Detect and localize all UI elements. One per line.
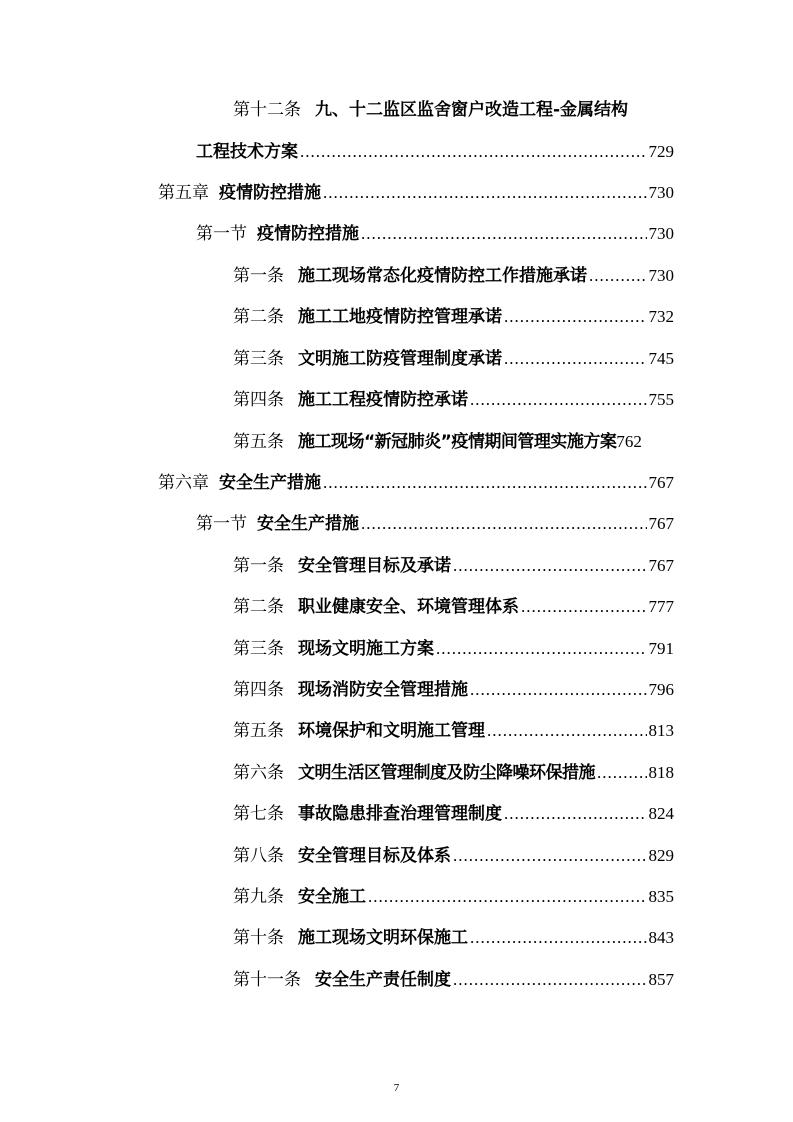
toc-entry-page: 767 [648, 556, 674, 575]
toc-entry-number: 第十二条 [233, 100, 301, 119]
dot-leader [436, 637, 647, 661]
toc-entry-article-12-cont[interactable] [196, 140, 674, 164]
toc-entry-number: 第九条 [233, 887, 284, 906]
toc-entry-number: 第四条 [233, 390, 284, 409]
toc-entry-page: 843 [648, 928, 674, 947]
toc-entry-number: 第五条 [233, 721, 284, 740]
toc-entry-number: 第一节 [196, 224, 247, 243]
toc-entry-page: 857 [648, 970, 674, 989]
toc-entry-title: 安全生产措施 [219, 473, 321, 493]
toc-entry-title: 安全管理目标及体系 [298, 846, 451, 866]
toc-entry-article[interactable] [233, 430, 674, 454]
toc-entry-number: 第三条 [233, 639, 284, 658]
toc-entry-chapter-6[interactable] [158, 471, 674, 495]
toc-entry-page: 730 [648, 183, 674, 202]
toc-entry-article[interactable] [233, 264, 674, 288]
toc-entry-page: 791 [648, 639, 674, 658]
toc-entry-title: 施工现场常态化疫情防控工作措施承诺 [298, 266, 587, 286]
toc-entry-number: 第四条 [233, 680, 284, 699]
toc-entry-title: 环境保护和文明施工管理 [298, 721, 485, 741]
toc-entry-article[interactable] [233, 719, 674, 743]
toc-entry-title: 职业健康安全、环境管理体系 [298, 597, 519, 617]
toc-entry-number: 第一条 [233, 556, 284, 575]
toc-entry-number: 第三条 [233, 349, 284, 368]
toc-entry-number: 第二条 [233, 307, 284, 326]
toc-entry-page: 729 [648, 142, 674, 161]
toc-entry-article[interactable] [233, 347, 674, 371]
toc-entry-page: 732 [648, 307, 674, 326]
toc-entry-number: 第六条 [233, 763, 284, 782]
toc-entry-title: 疫情防控措施 [219, 183, 321, 203]
toc-entry-number: 第一条 [233, 266, 284, 285]
dot-leader [504, 802, 647, 826]
toc-entry-article[interactable] [233, 305, 674, 329]
toc-entry-title: 工程技术方案 [196, 142, 298, 162]
toc-entry-article[interactable] [233, 802, 674, 826]
toc-entry-title: 施工工程疫情防控承诺 [298, 390, 468, 410]
toc-entry-page: 730 [648, 266, 674, 285]
toc-entry-title: 文明施工防疫管理制度承诺 [298, 349, 502, 369]
toc-entry-number: 第二条 [233, 597, 284, 616]
toc-entry-title: 施工工地疫情防控管理承诺 [298, 307, 502, 327]
toc-entry-title: 安全施工 [298, 887, 366, 907]
dot-leader [361, 222, 647, 246]
toc-entry-page: 767 [648, 473, 674, 492]
toc-entry-page: 730 [648, 224, 674, 243]
toc-entry-page: 818 [648, 763, 674, 782]
toc-entry-number: 第八条 [233, 846, 284, 865]
toc-entry-number: 第十条 [233, 928, 284, 947]
toc-entry-number: 第十一条 [233, 970, 301, 989]
dot-leader [504, 305, 647, 329]
dot-leader [361, 512, 647, 536]
dot-leader [368, 885, 647, 909]
toc-entry-article[interactable] [233, 388, 674, 412]
toc-entry-page: 835 [648, 887, 674, 906]
toc-entry-article[interactable] [233, 844, 674, 868]
toc-entry-page: 829 [648, 846, 674, 865]
toc-entry-article-12[interactable] [233, 98, 628, 122]
toc-entry-number: 第一节 [196, 514, 247, 533]
toc-entry-title: 安全生产措施 [257, 514, 359, 534]
toc-entry-title: 九、十二监区监舍窗户改造工程-金属结构 [315, 100, 629, 120]
dot-leader [521, 595, 647, 619]
dot-leader [453, 554, 647, 578]
dot-leader [589, 264, 647, 288]
dot-leader [504, 347, 647, 371]
toc-entry-title: 疫情防控措施 [257, 224, 359, 244]
dot-leader [487, 719, 647, 743]
toc-entry-chapter-5[interactable] [158, 181, 674, 205]
toc-entry-section-6-1[interactable] [196, 512, 674, 536]
dot-leader [323, 471, 647, 495]
toc-entry-article[interactable] [233, 637, 674, 661]
dot-leader [470, 678, 647, 702]
dot-leader [470, 388, 647, 412]
toc-entry-article[interactable] [233, 554, 674, 578]
dot-leader [323, 181, 647, 205]
toc-entry-title: 安全管理目标及承诺 [298, 556, 451, 576]
dot-leader [453, 968, 647, 992]
toc-entry-number: 第六章 [158, 473, 209, 492]
toc-entry-page: 796 [648, 680, 674, 699]
dot-leader [470, 926, 647, 950]
toc-entry-page: 755 [648, 390, 674, 409]
toc-entry-page: 777 [648, 597, 674, 616]
toc-entry-article[interactable] [233, 885, 674, 909]
toc-entry-article[interactable] [233, 761, 674, 785]
toc-entry-number: 第五条 [233, 432, 284, 451]
dot-leader [597, 761, 647, 785]
toc-entry-page: 824 [648, 804, 674, 823]
toc-entry-article[interactable] [233, 595, 674, 619]
toc-entry-page: 813 [648, 721, 674, 740]
toc-entry-page: 767 [648, 514, 674, 533]
dot-leader [300, 140, 647, 164]
toc-entry-title: 施工现场文明环保施工 [298, 928, 468, 948]
toc-entry-section-5-1[interactable] [196, 222, 674, 246]
toc-entry-article[interactable] [233, 926, 674, 950]
toc-entry-title: 现场文明施工方案 [298, 639, 434, 659]
toc-entry-page: 745 [648, 349, 674, 368]
toc-entry-number: 第七条 [233, 804, 284, 823]
dot-leader [453, 844, 647, 868]
toc-entry-page: 762 [616, 432, 642, 451]
toc-entry-title: 现场消防安全管理措施 [298, 680, 468, 700]
toc-entry-title: 施工现场“新冠肺炎”疫情期间管理实施方案 [298, 432, 617, 452]
toc-entry-article[interactable] [233, 678, 674, 702]
toc-entry-article[interactable] [233, 968, 674, 992]
footer-page-number: 7 [393, 1082, 400, 1094]
toc-entry-title: 文明生活区管理制度及防尘降噪环保措施 [298, 763, 595, 783]
toc-entry-title: 安全生产责任制度 [315, 970, 451, 990]
toc-entry-title: 事故隐患排查治理管理制度 [298, 804, 502, 824]
toc-entry-number: 第五章 [158, 183, 209, 202]
